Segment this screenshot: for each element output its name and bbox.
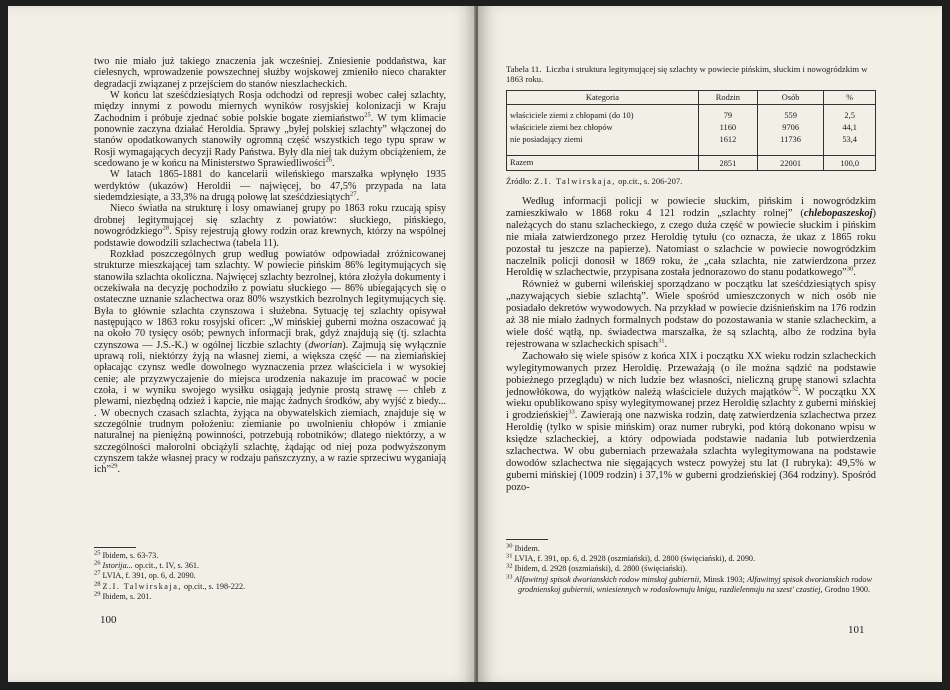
text-run: Zachowało się wiele spisów z końca XIX i początku XX wieku rodzin szlacheckich wylegitymowanych przez Heroldię. Przeważają (o ile można sądzić na podstawie pobieżnego przeglądu) w nich ludzie bez własności, nieliczną grupę stanowi szlachta jednowłókowa, do wyjątków należą właściciele dużych majątków	[506, 350, 876, 398]
footnote-ref: 29	[110, 462, 118, 470]
text-run: two nie miało już takiego znaczenia jak wcześniej. Zniesienie poddaństwa, kar cielesnych, wprowadzenie powszechnej służby wojskowej zmieniło nieco charakter degradacji związanej z przejściem do stanów nieszlacheckich.	[94, 56, 446, 90]
data-table	[506, 90, 876, 171]
footnote-text: LVIA, f. 391, op. 6, d. 2090.	[102, 571, 196, 581]
footnote-number: 26	[94, 559, 101, 567]
spacer-cell	[757, 146, 823, 156]
cell-families: 1160	[698, 122, 757, 134]
left-body-text	[94, 56, 446, 476]
left-page	[8, 6, 476, 682]
header-percent: %	[824, 91, 876, 105]
left-footnotes	[94, 551, 424, 602]
table-caption-text: Liczba i struktura legitymującej się szlachty w powiecie pińskim, słuckim i nowogródzkim w 1863 roku.	[506, 64, 868, 84]
text-run: Rozkład poszczególnych grup według powiatów odpowiadał zróżnicowanej strukturze mieszkającej tam szlachty. W powiecie pińskim 86% legitymujących się stanowiła szlachta okoliczna. Najwięcej szlachty bezrolnej, która złożyła dokumenty i oczekiwała na decyzję pochodziło z powiatu słuckiego — 86% ubiegających się o ostateczne uznanie szlachectwa oraz 80% wszystkich bezrolnych legitymujących się. Była to głównie szlachta czynszowa i służebna. Sytuację tej szlachty opisywał następująco w 1863 roku rosyjski oficer: „W mińskiej guberni można oszacować ją na około 70 tysięcy osób; pewnych informacji brak, gdyż znajdują się (tj. szlachta czynszowa — J.S.-K.) w ogólnej liczbie szlachty (	[94, 248, 446, 351]
right-footnotes	[506, 544, 906, 595]
paragraph	[506, 279, 876, 350]
total-families: 2851	[698, 156, 757, 171]
footnote-text: Ibidem.	[514, 544, 540, 553]
text-run: .	[356, 192, 360, 204]
header-persons: Osób	[757, 91, 823, 105]
footnote-text: Grodno 1900.	[822, 584, 871, 594]
table-header-row	[507, 91, 876, 105]
text-run: Również w guberni wileńskiej sporządzano w początku lat sześćdziesiątych spisy „nazywających siebie szlachtą”. Wiele spośród umieszczonych w nich osób nie posiadało dekretów wywodowych. Na przykład w powiecie dziśnieńskim na 176 rodzin aż 38 nie miało żadnych formalnych podstaw do pozostawania w stanie szlacheckim, a wiele dość wątłą, np. świadectwa marszałka, że są szlachtą, albo że rodzina była rejestrowana w szlacheckich spisach	[506, 279, 876, 350]
paragraph	[94, 169, 446, 203]
footnote-number: 31	[506, 552, 513, 560]
footnote-ref: 33	[568, 408, 575, 416]
footnote-ref: 26	[325, 156, 332, 164]
spacer-cell	[507, 146, 699, 156]
footnote-ref: 28	[162, 224, 169, 232]
table-row	[507, 122, 876, 134]
footnote-text: Istorija... op.cit., t. IV, s. 361.	[102, 561, 200, 571]
cell-persons: 9706	[757, 122, 823, 134]
text-run: . W początku XX wieku opublikowano spisy wylegitymowanej przez Heroldię szlachty z guberni mińskiej i grodzieńskiej	[506, 386, 876, 422]
italic-term: dworian	[308, 339, 343, 351]
footnote-ref: 31	[658, 337, 665, 345]
footnote	[506, 544, 906, 554]
footnote-rule	[94, 547, 136, 548]
text-run: .	[853, 267, 856, 279]
paragraph	[94, 56, 446, 90]
footnote	[94, 592, 424, 602]
text-run: ) należących do stanu szlacheckiego, z czego duża część w powiecie słuckim i pińskim nie miała zatwierdzonego przez Heroldię tytułu (co oznacza, że ukaz z 1865 roku pozostał tu jeszcze na papierze). Natomiast o szlachcie w powiecie nowogródzkim naczelnik policji donosił w 1869 roku, że „cała szlachta, nie zatwierdzona przez Heroldię w szlachectwie, przypisana została jednorazowo do stanu podatkowego”	[506, 207, 876, 279]
cell-percent: 53,4	[824, 134, 876, 146]
footnote-text: Minsk 1903;	[701, 574, 747, 584]
page-number: 101	[848, 624, 865, 636]
footnote-ref: 25	[364, 111, 371, 119]
text-run: .	[664, 338, 668, 350]
footnote-rule	[506, 539, 548, 540]
total-persons: 22001	[757, 156, 823, 171]
footnote-text: LVIA, f. 391, op. 6, d. 2928 (oszmiański), d. 2800 (święciański), d. 2090.	[514, 554, 756, 564]
footnote-number: 25	[94, 549, 101, 557]
footnote-text: Ibidem, s. 201.	[102, 591, 152, 601]
page-number: 100	[100, 614, 117, 626]
text-run: . Zawierają one nazwiska rodzin, datę zatwierdzenia szlachectwa przez Heroldię (tylko w spisie mińskim) oraz numer rubryki, pod którą dokonano wpisu w księdze szlacheckiej, a który odpowiada podstawie nadania lub potwierdzenia szlachectwa. W obu guberniach przeważała szlachta wylegitymowana na podstawie dowodów szlachectwa nie sięgających wstecz powyżej stu lat (I rubryka): 49,5% w guberni mińskiej (1009 rodzin) i 37,1% w guberni grodzieńskiej (364 rodziny). Spośród pozo-	[506, 410, 876, 493]
source-author: Z.I. Talwirskaja,	[533, 176, 616, 186]
table-total-row	[507, 156, 876, 171]
footnote	[94, 561, 424, 571]
footnote	[94, 571, 424, 581]
text-run: . Spisy rejestrują głowy rodzin oraz krewnych, którzy na wspólnej podstawie dowodzili szlachectwa (tabela 11).	[94, 226, 446, 249]
table-caption-label: Tabela 11.	[506, 64, 542, 74]
paragraph	[506, 351, 876, 494]
text-run: ). Zajmują się wyłącznie uprawą roli, niektórzy żyją na własnej ziemi, a większa część — na ziemiańskiej opłacając czynsz wedle dowolnego wyznaczenia przez właściciela i w wysokiej cenie; ale przyzwyczajenie do miejsca urodzenia nakazuje im pracować w pocie czoła, i w wyniku swojego wysiłku osiągają jedynie prostą strawę — chleb z plewami, niezbędną odzież i kapcie, nie mając żadnych środków, aby wyjść z biedy... . W obecnych czasach szlachta, żyjąca na obywatelskich ziemiach, znajduje się w szczególnie trudnym położeniu: ziemianie po uwolnieniu chłopów i zmianie naturalnej na pieniężną powinności, potrzebują robotników; dlatego niektórzy, a w szczególności małorolni obciążyli szlachtę, żądając od niej poza podwyższonym czynszem także własnej pracy w rodzaju pańszczyzny, a w razie sprzeciwu wyganiają ich”	[94, 339, 446, 476]
spacer-cell	[698, 146, 757, 156]
footnote-title: Alfawitnyj spisok dworianskich rodow minskoj gubiernii,	[514, 574, 702, 584]
text-run: . W tym klimacie ponownie zaczyna działać Heroldia. Sprawy „byłej polskiej szlachty” włączonej do stanów opodatkowanych stanowiły ogromną część wszystkich tego typu spraw w Rosji wymagających decyzji Rady Państwa. Były dla niej tak dużym obciążeniem, że scedowano je w końcu na Ministerstwo Sprawiedliwości	[94, 112, 447, 170]
cell-families: 79	[698, 110, 757, 122]
total-category: Razem	[507, 156, 699, 171]
footnote-text: Ibidem, d. 2928 (oszmiański), d. 2800 (święciański).	[514, 564, 688, 574]
bold-italic-term: chlebopaszeskoj	[803, 207, 873, 219]
table-row	[507, 110, 876, 122]
text-run: W końcu lat sześćdziesiątych Rosja odchodzi od represji wobec całej szlachty, między innymi z powodu miernych wyników rosyjskiej kolonizacji w Kraju Zachodnim i próbuje zjednać sobie polskie bogate ziemiaństwo	[94, 90, 446, 124]
paragraph	[94, 203, 446, 248]
cell-families: 1612	[698, 134, 757, 146]
footnote-number: 28	[94, 579, 101, 587]
footnote	[94, 579, 424, 592]
spacer-cell	[824, 146, 876, 156]
text-run: .	[117, 464, 121, 476]
footnote-number: 30	[506, 542, 513, 550]
text-run: Nieco światła na strukturę i losy omawianej grupy po 1863 roku rzucają spisy drobnej legitymującej się szlachty z powiatów: słuckiego, pińskiego, nowogródzkiego	[94, 203, 446, 238]
text-run: Według informacji policji w powiecie słuckim, pińskim i nowogródzkim zamieszkiwało w 1868 roku 4 121 rodzin „szlachty rolnej” (	[506, 196, 876, 219]
footnote-ref: 32	[791, 385, 799, 393]
footnote-number: 33	[506, 572, 513, 580]
header-category: Kategoria	[507, 91, 699, 105]
footnote-text: Ibidem, s. 63-73.	[102, 551, 159, 560]
text-run: .	[331, 158, 335, 170]
cell-persons: 11736	[757, 134, 823, 146]
cell-category: nie posiadający ziemi	[507, 134, 699, 146]
source-label: Źródło:	[506, 176, 532, 186]
cell-persons: 559	[757, 110, 823, 122]
footnote-ref: 27	[350, 190, 357, 198]
table-body	[507, 105, 876, 171]
footnote	[94, 551, 424, 561]
paragraph	[94, 90, 446, 169]
footnote-text: op.cit., s. 198-222.	[181, 581, 246, 591]
paragraph	[94, 249, 446, 476]
footnote-author: Z.I. Talwirskaja,	[102, 581, 182, 591]
footnote-title: Alfawitnyj spisok dworianskich rodow grodnienskoj gubiernii, wniesiennych w rodosłownuju knigu, razdielennuju na szest' czastiej,	[518, 574, 872, 594]
table-caption	[506, 64, 876, 84]
footnote	[506, 554, 906, 564]
total-percent: 100,0	[824, 156, 876, 171]
cell-percent: 2,5	[824, 110, 876, 122]
paragraph	[506, 196, 876, 279]
text-run: W latach 1865-1881 do kancelarii wileńskiego marszałka wpłynęło 1935 werdyktów (ukazów) Heroldii — najwięcej, bo 47,5% przypada na lata siedemdziesiąte, a 33,3% na drugą połowę lat sześćdziesiątych	[94, 169, 446, 204]
table-row	[507, 134, 876, 146]
footnote	[506, 564, 906, 574]
footnote-number: 32	[506, 562, 513, 570]
cell-category: właściciele ziemi z chłopami (do 10)	[507, 110, 699, 122]
right-page	[478, 6, 942, 682]
header-families: Rodzin	[698, 91, 757, 105]
footnote-number: 27	[94, 569, 101, 577]
footnote-ref: 30	[846, 265, 854, 273]
footnote	[506, 572, 906, 595]
spacer-row	[507, 146, 876, 156]
source-rest: op.cit., s. 206-207.	[615, 176, 683, 186]
footnote-number: 29	[94, 590, 101, 598]
right-body-text	[506, 196, 876, 494]
cell-category: właściciele ziemi bez chłopów	[507, 122, 699, 134]
cell-percent: 44,1	[824, 122, 876, 134]
table-source	[506, 176, 682, 186]
